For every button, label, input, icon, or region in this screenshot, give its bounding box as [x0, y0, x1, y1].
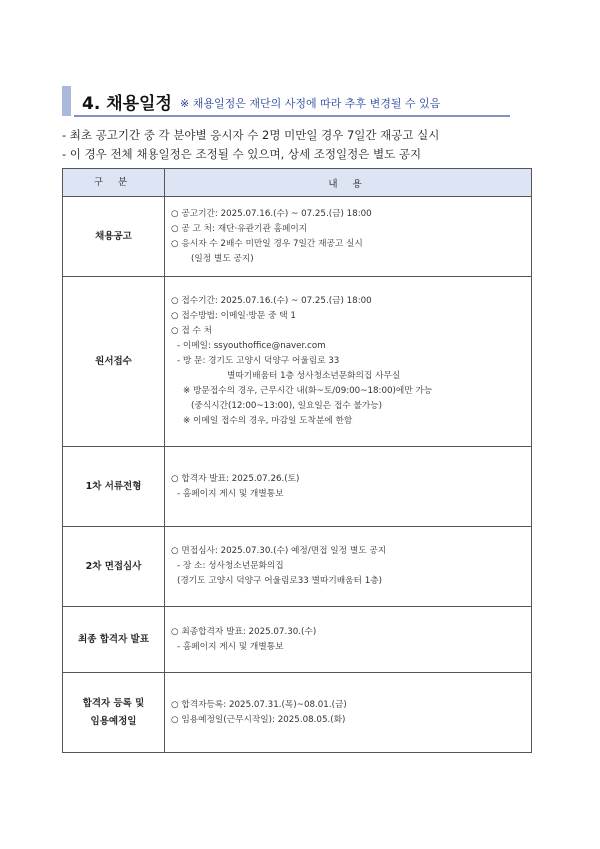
table-row: [63, 527, 532, 607]
table-row: [63, 447, 532, 527]
table-row: [63, 197, 532, 277]
content-line: ○ 합격자등록: 2025.07.31.(목)~08.01.(금): [171, 699, 347, 710]
content-line: ○ 임용예정일(근무시작일): 2025.08.05.(화): [171, 714, 346, 725]
table-row: [63, 673, 532, 753]
row-category: 2차 면접심사: [63, 527, 165, 607]
bullet-item: - 이 경우 전체 채용일정은 조정될 수 있으며, 상세 조정일정은 별도 공지: [62, 147, 422, 161]
row-category: 원서접수: [63, 277, 165, 447]
content-line: ※ 방문접수의 경우, 근무시간 내(화~토/09:00~18:00)에만 가능: [183, 386, 433, 396]
header-category: 구 분: [63, 169, 165, 197]
heading-accent-bar: [62, 86, 71, 116]
row-category: [63, 673, 165, 753]
table-row: [63, 277, 532, 447]
row-category: 최종 합격자 발표: [63, 607, 165, 673]
content-line: ○ 응시자 수 2배수 미만일 경우 7일간 재공고 실시: [171, 238, 363, 249]
content-line: ○ 공 고 처: 재단·유관기관 홈페이지: [171, 223, 308, 234]
content-line: ○ 접수방법: 이메일·방문 중 택 1: [171, 311, 296, 321]
row-category: 채용공고: [63, 197, 165, 277]
table-header-row: [63, 169, 532, 197]
content-line: ○ 공고기간: 2025.07.16.(수) ~ 07.25.(금) 18:00: [171, 208, 372, 219]
row-content: [165, 673, 532, 753]
content-line: (경기도 고양시 덕양구 어울림로33 별따기배움터 1층): [177, 576, 383, 586]
content-line: - 홈페이지 게시 및 개별통보: [177, 488, 284, 499]
category-line: 임용예정일: [90, 715, 137, 727]
content-line: (일정 별도 공지): [191, 253, 254, 264]
schedule-table: [62, 168, 532, 753]
content-line: 별따기배움터 1층 성사청소년문화의집 사무실: [227, 371, 401, 381]
content-line: - 방 문: 경기도 고양시 덕양구 어울림로 33: [177, 356, 340, 366]
content-line: ○ 면접심사: 2025.07.30.(수) 예정/면접 일정 별도 공지: [171, 546, 387, 556]
bullet-item: - 최초 공고기간 중 각 분야별 응시자 수 2명 미만일 경우 7일간 재공고 실시: [62, 128, 440, 142]
section-title: 4. 채용일정: [82, 94, 172, 114]
row-category: 1차 서류전형: [63, 447, 165, 527]
schedule-change-note: ※ 채용일정은 재단의 사정에 따라 추후 변경될 수 있음: [180, 97, 441, 110]
reannouncement-notes: [62, 126, 542, 164]
content-line: - 이메일: ssyouthoffice@naver.com: [177, 341, 326, 351]
row-content: [165, 607, 532, 673]
content-line: ○ 최종합격자 발표: 2025.07.30.(수): [171, 626, 317, 637]
content-line: - 홈페이지 게시 및 개별통보: [177, 641, 284, 652]
content-line: ※ 이메일 접수의 경우, 마감일 도착분에 한함: [183, 416, 353, 426]
content-line: ○ 접 수 처: [171, 326, 213, 336]
row-content: [165, 197, 532, 277]
row-content: [165, 447, 532, 527]
table-row: [63, 607, 532, 673]
row-content: [165, 527, 532, 607]
section-heading: [62, 86, 508, 114]
content-line: ○ 접수기간: 2025.07.16.(수) ~ 07.25.(금) 18:00: [171, 296, 372, 306]
content-line: ○ 합격자 발표: 2025.07.26.(토): [171, 473, 300, 484]
header-content: 내 용: [165, 169, 532, 197]
category-line: 합격자 등록 및: [82, 697, 145, 709]
content-line: - 장 소: 성사청소년문화의집: [177, 561, 284, 571]
heading-underline: [74, 115, 510, 117]
row-content: [165, 277, 532, 447]
content-line: (중식시간(12:00~13:00), 일요일은 접수 불가능): [191, 401, 383, 411]
